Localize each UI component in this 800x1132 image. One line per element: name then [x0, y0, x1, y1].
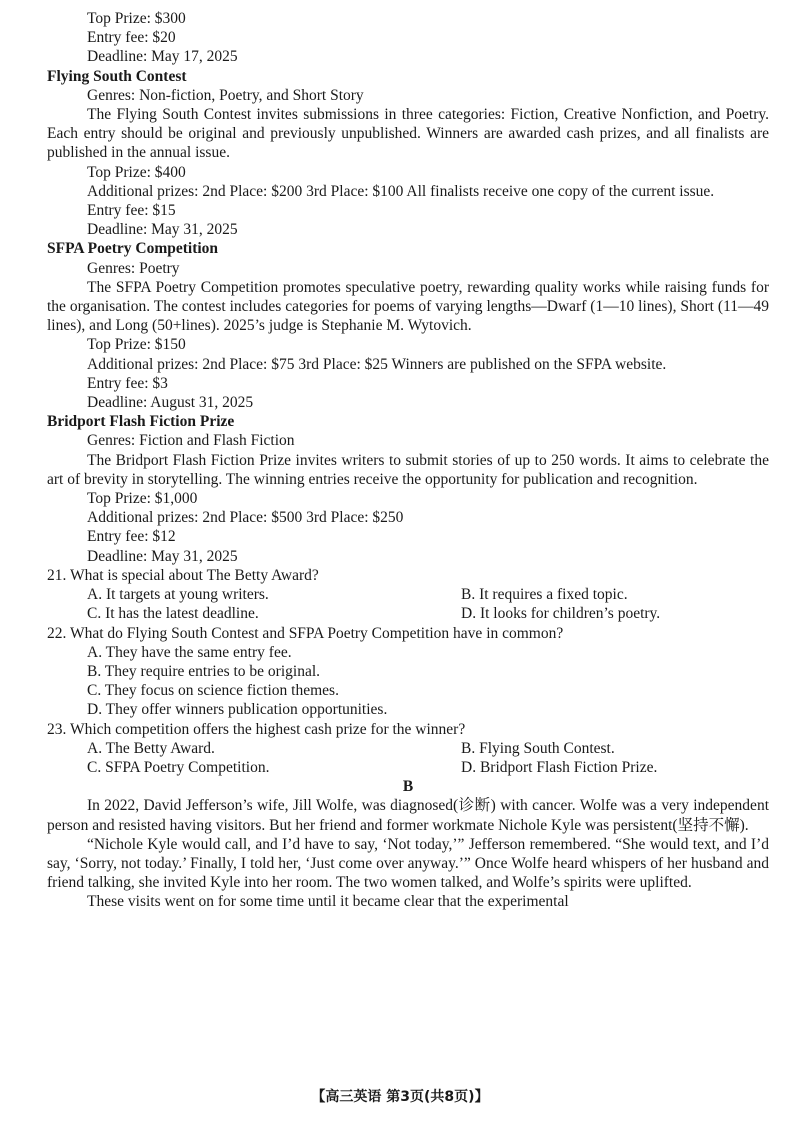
sfpa-heading: SFPA Poetry Competition	[47, 240, 219, 258]
passage-b-paragraph-2: “Nichole Kyle would call, and I’d have to say, ‘Not today,’” Jefferson remembered. “She would text, and I’d say, ‘Sorry, not today.’ Finally, I told her, ‘Just come over anyway.’” Once Wolfe heard whispers of her husband and friend talking, she invited Kyle into her room. The two women talked, and Wolfe’s spirits were uplifted.	[47, 835, 769, 892]
flying-south-heading: Flying South Contest	[47, 67, 187, 85]
passage-b-paragraph-1: In 2022, David Jefferson’s wife, Jill Wolfe, was diagnosed(诊断) with cancer. Wolfe was a very independent person and resisted having visitors. But her friend and former workmate Nichole Kyle was persistent(坚持不懈).	[47, 797, 769, 834]
question-22-option-b: B. They require entries to be original.	[87, 662, 321, 680]
question-23-options	[47, 739, 769, 777]
flying-south-deadline: Deadline: May 31, 2025	[87, 221, 238, 239]
sfpa-genres: Genres: Poetry	[87, 259, 180, 277]
passage-b-paragraph-3: These visits went on for some time until it became clear that the experimental	[87, 893, 569, 911]
sfpa-additional: Additional prizes: 2nd Place: $75 3rd Place: $25 Winners are published on the SFPA website.	[87, 355, 667, 373]
sfpa-top-prize: Top Prize: $150	[87, 336, 186, 354]
betty-entry-fee: Entry fee: $20	[87, 29, 176, 47]
bridport-top-prize: Top Prize: $1,000	[87, 490, 198, 508]
betty-top-prize: Top Prize: $300	[87, 10, 186, 27]
question-21-options	[47, 585, 769, 623]
question-21-option-d: D. It looks for children’s poetry.	[461, 605, 661, 623]
question-22-stem: 22. What do Flying South Contest and SFPA Poetry Competition have in common?	[47, 624, 564, 642]
flying-south-additional: Additional prizes: 2nd Place: $200 3rd Place: $100 All finalists receive one copy of the current issue.	[87, 182, 715, 200]
betty-deadline: Deadline: May 17, 2025	[87, 48, 238, 66]
bridport-genres: Genres: Fiction and Flash Fiction	[87, 432, 295, 450]
question-21-option-c: C. It has the latest deadline.	[87, 605, 259, 623]
passage-b-label: B	[402, 778, 414, 796]
sfpa-description: The SFPA Poetry Competition promotes speculative poetry, rewarding quality works while raising funds for the organisation. The contest includes categories for poems of varying lengths—Dwarf (1—10 lines), Short (11—49 lines), and Long (50+lines). 2025’s judge is Stephanie M. Wytovich.	[47, 278, 769, 335]
sfpa-entry-fee: Entry fee: $3	[87, 374, 168, 392]
flying-south-genres: Genres: Non-fiction, Poetry, and Short Story	[87, 86, 364, 104]
bridport-heading: Bridport Flash Fiction Prize	[47, 413, 235, 431]
question-23-option-a: A. The Betty Award.	[87, 739, 215, 757]
question-22-option-d: D. They offer winners publication opportunities.	[87, 701, 388, 719]
question-23-option-b: B. Flying South Contest.	[461, 739, 615, 757]
question-23-stem: 23. Which competition offers the highest cash prize for the winner?	[47, 720, 466, 738]
question-21-option-a: A. It targets at young writers.	[87, 586, 269, 604]
bridport-description: The Bridport Flash Fiction Prize invites writers to submit stories of up to 250 words. It aims to celebrate the art of brevity in storytelling. The winning entries receive the opportunity for publication and recognition.	[47, 451, 769, 488]
question-21-stem: 21. What is special about The Betty Award?	[47, 566, 319, 584]
sfpa-deadline: Deadline: August 31, 2025	[87, 394, 254, 412]
bridport-deadline: Deadline: May 31, 2025	[87, 547, 238, 565]
question-21-option-b: B. It requires a fixed topic.	[461, 586, 628, 604]
question-23-option-d: D. Bridport Flash Fiction Prize.	[461, 758, 658, 776]
question-22-option-a: A. They have the same entry fee.	[87, 643, 292, 661]
question-22-option-c: C. They focus on science fiction themes.	[87, 682, 339, 700]
page-footer: 【高三英语 第3页(共8页)】	[311, 1089, 489, 1105]
document-page	[47, 9, 769, 912]
flying-south-entry-fee: Entry fee: $15	[87, 202, 176, 220]
flying-south-top-prize: Top Prize: $400	[87, 163, 186, 181]
bridport-additional: Additional prizes: 2nd Place: $500 3rd Place: $250	[87, 509, 404, 527]
flying-south-description: The Flying South Contest invites submissions in three categories: Fiction, Creative Nonfiction, and Poetry. Each entry should be original and previously unpublished. Winners are awarded cash prizes, and all finalists are published in the annual issue.	[47, 106, 769, 162]
question-23-option-c: C. SFPA Poetry Competition.	[87, 758, 270, 776]
bridport-entry-fee: Entry fee: $12	[87, 528, 176, 546]
